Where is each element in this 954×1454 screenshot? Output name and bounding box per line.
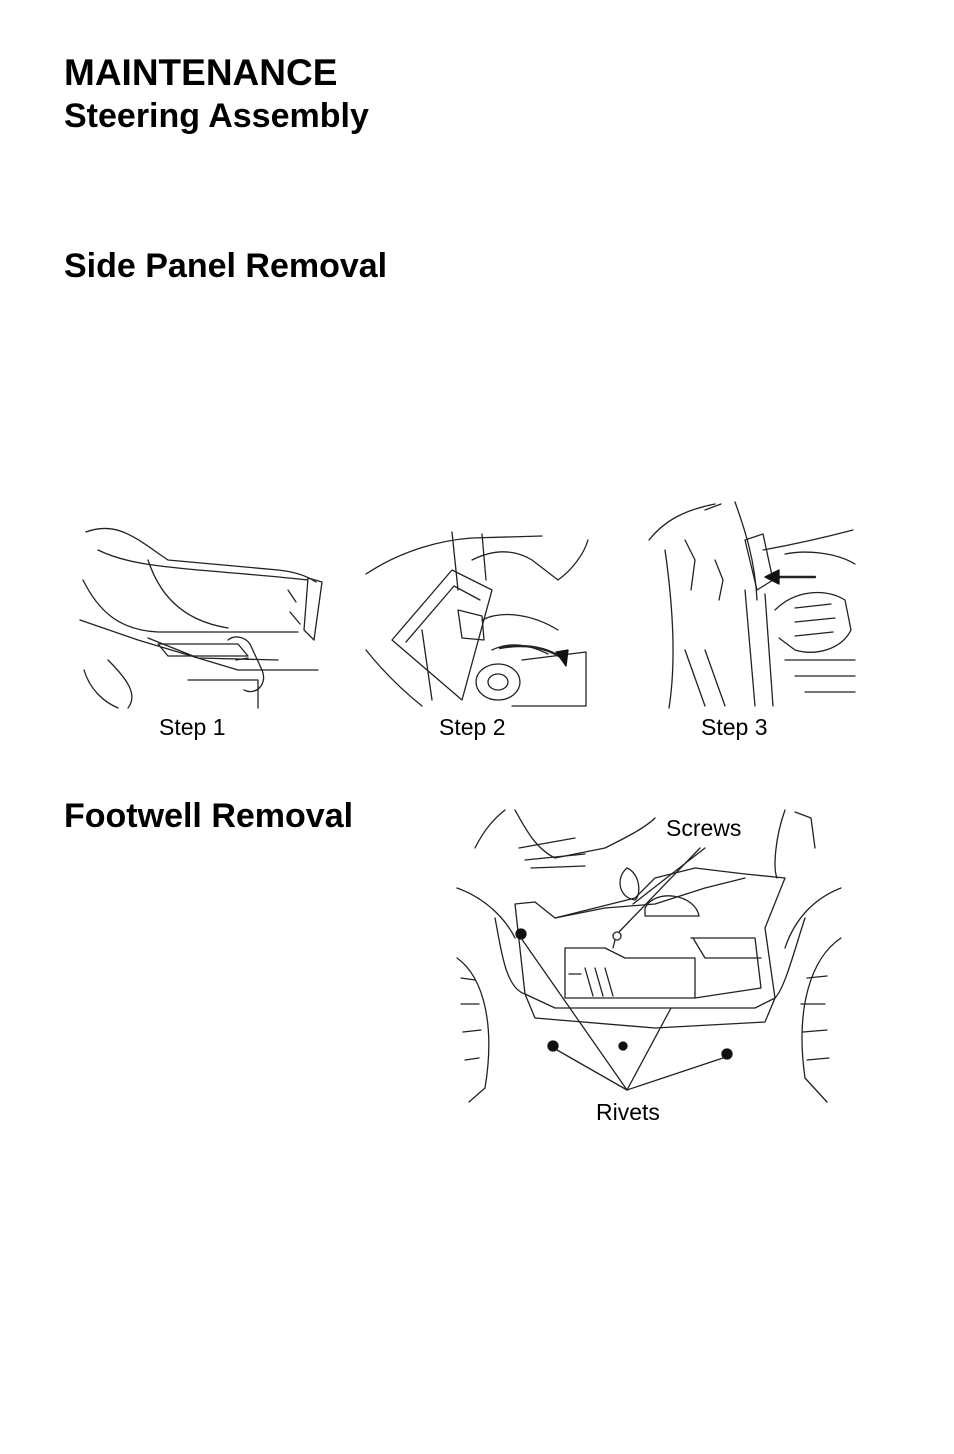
step-1-caption: Step 1 bbox=[159, 714, 226, 740]
footwell-heading: Footwell Removal bbox=[64, 797, 354, 835]
footwell-illustration bbox=[455, 808, 843, 1104]
step-2-illustration bbox=[362, 530, 592, 710]
subsection-title: Steering Assembly bbox=[64, 97, 369, 135]
step-3-caption: Step 3 bbox=[701, 714, 768, 740]
step-2-caption: Step 2 bbox=[439, 714, 506, 740]
rivets-label: Rivets bbox=[596, 1099, 660, 1125]
section-title: MAINTENANCE bbox=[64, 52, 338, 93]
step-3-illustration bbox=[645, 500, 857, 710]
side-panel-heading: Side Panel Removal bbox=[64, 247, 388, 285]
screws-label: Screws bbox=[666, 815, 742, 841]
step-1-illustration bbox=[78, 520, 328, 710]
